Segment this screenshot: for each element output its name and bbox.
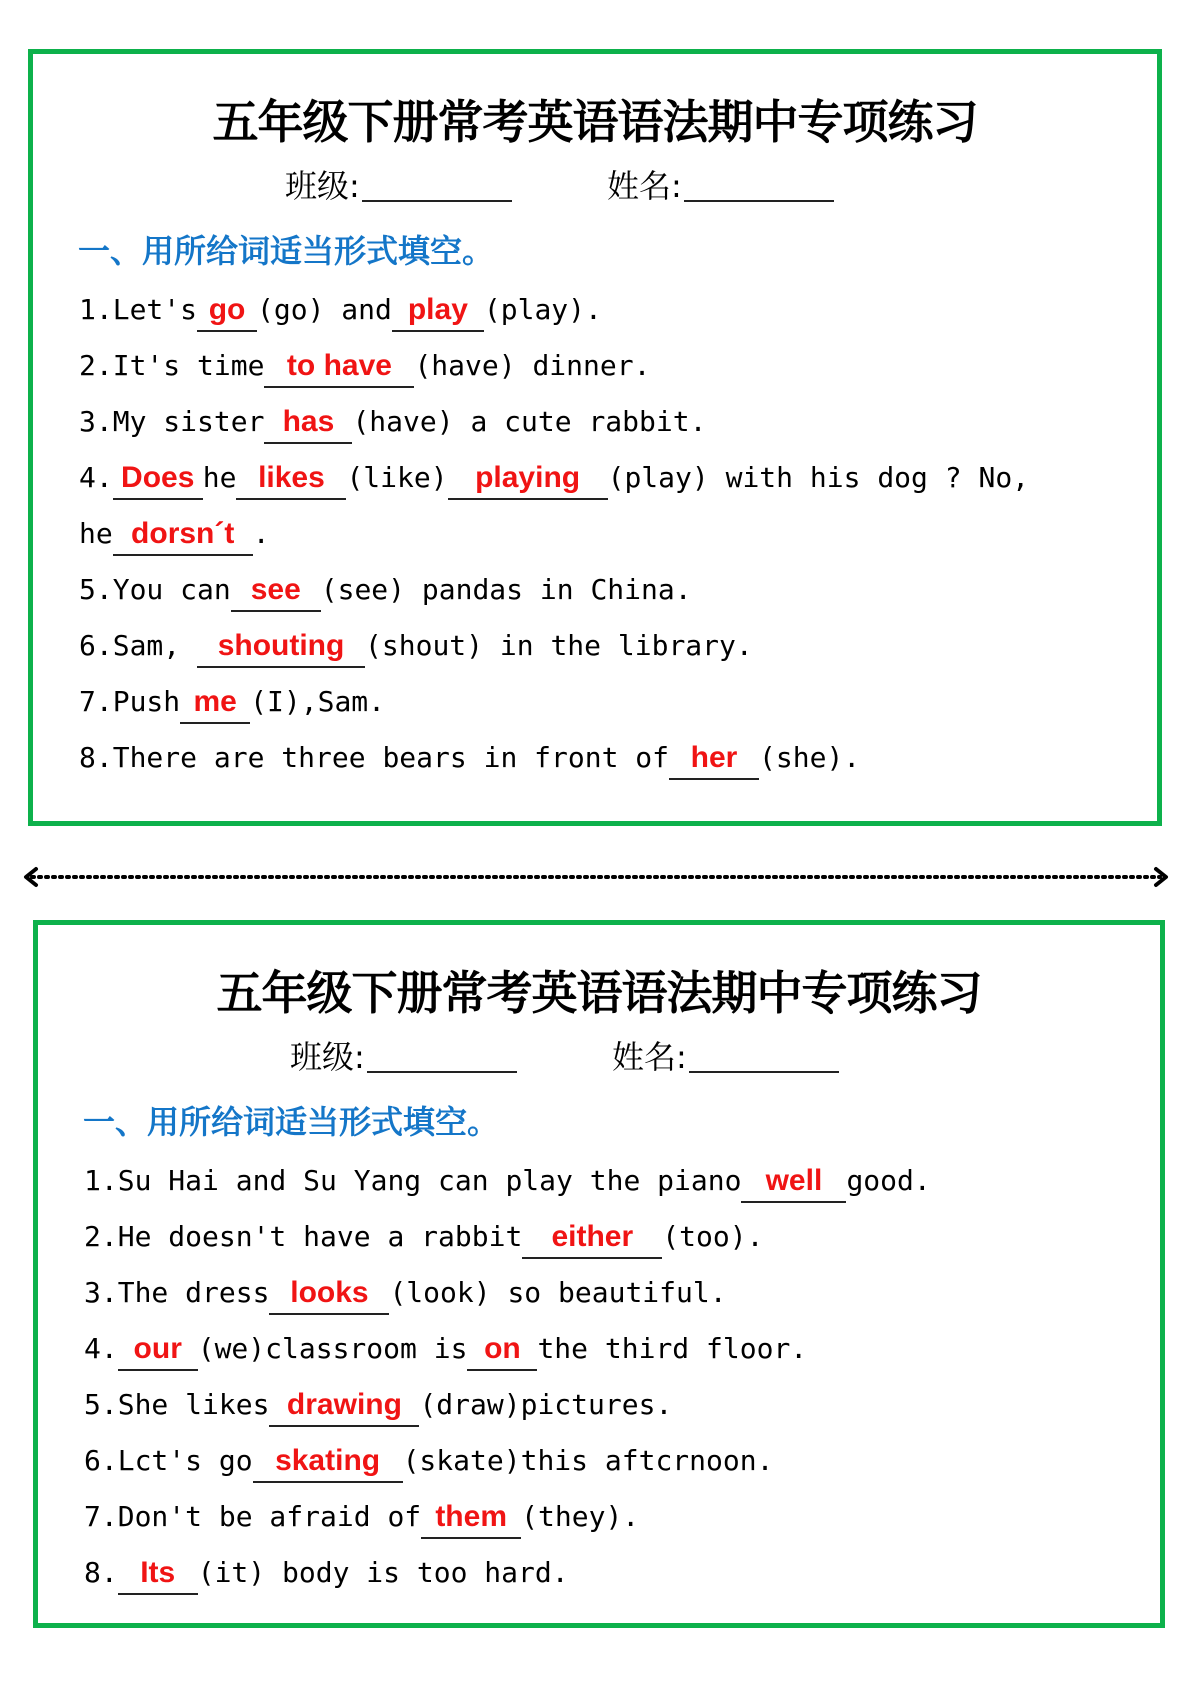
question-text: (I),Sam. [250,685,386,718]
answer-blank[interactable] [236,458,346,500]
question-number: 4. [84,1332,118,1365]
name-field [607,164,834,208]
question-text: (like) [346,461,448,494]
answer-text: me [193,685,237,718]
question-item [79,674,1139,730]
answer-blank[interactable] [269,1385,419,1427]
question-text: (too). [662,1220,764,1253]
question-text: (play). [483,293,602,326]
question-item [84,1377,1144,1433]
question-text: Let's [112,293,198,326]
question-text: the third floor. [537,1332,808,1365]
answer-blank[interactable] [392,290,484,332]
answer-text: skating [275,1444,381,1477]
question-list [79,282,1139,786]
answer-blank[interactable] [253,1441,403,1483]
answer-blank[interactable] [118,1553,198,1595]
question-item [84,1433,1144,1489]
class-label: 班级: [285,167,360,205]
class-blank[interactable] [362,164,512,202]
question-number: 5. [84,1388,118,1421]
name-field [612,1035,839,1079]
class-blank[interactable] [367,1035,517,1073]
question-text: She likes [117,1388,270,1421]
question-text: (they). [521,1500,640,1533]
question-text: he [79,517,113,550]
question-text: He doesn't have a rabbit [117,1220,523,1253]
question-text: . [252,517,270,550]
answer-text: go [208,293,246,326]
question-text: he [202,461,237,494]
question-item [84,1545,1144,1601]
question-number: 1. [84,1164,118,1197]
question-item [79,338,1139,394]
answer-text: our [133,1332,182,1365]
answer-text: either [551,1220,634,1253]
question-number: 8. [79,741,113,774]
question-text: (skate)this aftcrnoon. [402,1444,774,1477]
worksheet-title: 五年级下册常考英语语法期中专项练习 [212,95,978,149]
question-text: (it) body is too hard. [197,1556,569,1589]
name-blank[interactable] [684,164,834,202]
question-item [79,730,1139,786]
question-item [79,618,1139,674]
answer-text: see [250,573,301,606]
name-label: 姓名: [612,1038,687,1076]
question-text: (look) so beautiful. [389,1276,727,1309]
answer-text: shouting [217,629,345,662]
question-number: 7. [79,685,113,718]
question-number: 3. [84,1276,118,1309]
question-text: good. [846,1164,931,1197]
question-item [79,394,1139,450]
question-number: 5. [79,573,113,606]
question-text: (shout) in the library. [365,629,753,662]
question-text: (have) a cute rabbit. [352,405,707,438]
question-text: (we)classroom is [197,1332,468,1365]
section-heading: 一、用所给词适当形式填空。 [83,1103,500,1141]
question-text: (draw)pictures. [419,1388,673,1421]
answer-blank[interactable] [113,514,253,556]
question-text: Don't be afraid of [117,1500,422,1533]
question-text: Lct's go [117,1444,253,1477]
answer-text: looks [290,1276,369,1309]
question-text: You can [112,573,231,606]
worksheet-1 [28,49,1162,826]
answer-blank[interactable] [421,1497,521,1539]
class-field [285,164,512,208]
answer-blank[interactable] [118,1329,198,1371]
answer-text: them [435,1500,507,1533]
question-text: (have) dinner. [414,349,651,382]
answer-text: on [484,1332,521,1365]
question-item [84,1265,1144,1321]
answer-blank[interactable] [180,682,250,724]
question-text: My sister [112,405,265,438]
question-item [79,450,1139,506]
question-item [84,1489,1144,1545]
class-field [290,1035,517,1079]
answer-blank[interactable] [197,626,365,668]
question-text: (see) pandas in China. [320,573,692,606]
question-text: (play) with his dog ? No, [607,461,1030,494]
answer-text: playing [475,461,581,494]
answer-text: her [690,741,738,774]
worksheet-title: 五年级下册常考英语语法期中专项练习 [216,966,982,1020]
question-number: 1. [79,293,113,326]
question-number: 7. [84,1500,118,1533]
answer-blank[interactable] [264,346,414,388]
worksheet-2 [33,920,1165,1628]
answer-text: well [765,1164,823,1197]
question-text: There are three bears in front of [112,741,670,774]
answer-text: has [282,405,335,438]
answer-blank[interactable] [197,290,257,332]
question-number: 3. [79,405,113,438]
answer-blank[interactable] [231,570,321,612]
answer-text: play [407,293,468,326]
answer-blank[interactable] [264,402,352,444]
answer-blank[interactable] [741,1161,846,1203]
answer-text: Does [121,461,195,494]
answer-blank[interactable] [669,738,759,780]
question-text: (she). [759,741,861,774]
answer-text: dorsn´t [131,517,235,550]
question-item [84,1321,1144,1377]
answer-blank[interactable] [522,1217,662,1259]
answer-text: drawing [286,1388,402,1421]
cut-line-divider [22,865,1170,889]
section-heading: 一、用所给词适当形式填空。 [78,232,495,270]
answer-blank[interactable] [113,458,203,500]
question-number: 2. [79,349,113,382]
question-number: 2. [84,1220,118,1253]
question-number: 8. [84,1556,118,1589]
question-item [79,282,1139,338]
question-number: 4. [79,461,113,494]
question-item [84,1209,1144,1265]
question-number: 6. [84,1444,118,1477]
name-blank[interactable] [689,1035,839,1073]
question-text: Sam, [112,629,198,662]
answer-text: to have [286,349,392,382]
answer-text: likes [258,461,325,494]
question-text: The dress [117,1276,270,1309]
question-item [79,562,1139,618]
question-text: Su Hai and Su Yang can play the piano [117,1164,742,1197]
question-list [84,1153,1144,1601]
question-item [79,506,1139,562]
answer-blank[interactable] [269,1273,389,1315]
question-number: 6. [79,629,113,662]
answer-blank[interactable] [467,1329,537,1371]
class-label: 班级: [290,1038,365,1076]
question-item [84,1153,1144,1209]
name-label: 姓名: [607,167,682,205]
question-text: (go) and [257,293,392,326]
question-text: It's time [112,349,265,382]
answer-blank[interactable] [448,458,608,500]
answer-text: Its [140,1556,176,1589]
question-text: Push [112,685,181,718]
